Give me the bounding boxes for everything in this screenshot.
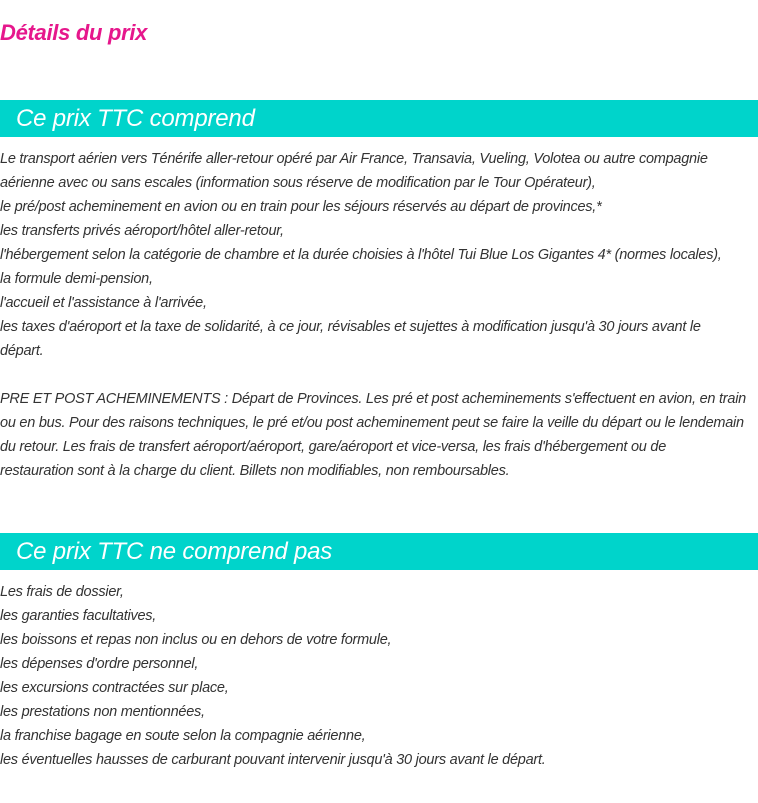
includes-line: l'accueil et l'assistance à l'arrivée, (0, 295, 207, 311)
includes-line: le pré/post acheminement en avion ou en train pour les séjours réservés au départ de provinces,* (0, 199, 602, 215)
preacheminement-line: du retour. Les frais de transfert aéroport/aéroport, gare/aéroport et vice-versa, les frais d'hébergement ou de (0, 439, 667, 455)
includes-list (0, 147, 756, 363)
includes-line: Le transport aérien vers Ténérife aller-retour opéré par Air France, Transavia, Vueling, Volotea ou autre compagnie (0, 151, 708, 167)
preacheminement-line: ou en bus. Pour des raisons techniques, le pré et/ou post acheminement peut se faire la veille du départ ou le lendemain (0, 415, 744, 431)
includes-line: aérienne avec ou sans escales (information sous réserve de modification par le Tour Opérateur), (0, 175, 596, 191)
excludes-line: la franchise bagage en soute selon la compagnie aérienne, (0, 728, 366, 744)
includes-line: la formule demi-pension, (0, 271, 153, 287)
excludes-line: les excursions contractées sur place, (0, 680, 229, 696)
excludes-line: Les frais de dossier, (0, 584, 124, 600)
includes-line: les taxes d'aéroport et la taxe de solidarité, à ce jour, révisables et sujettes à modification jusqu'à 30 jours avant le (0, 319, 701, 335)
excludes-line: les boissons et repas non inclus ou en dehors de votre formule, (0, 632, 392, 648)
preacheminement-line: restauration sont à la charge du client. Billets non modifiables, non remboursables. (0, 463, 510, 479)
includes-line: l'hébergement selon la catégorie de chambre et la durée choisies à l'hôtel Tui Blue Los Gigantes 4* (normes locales), (0, 247, 722, 263)
excludes-line: les garanties facultatives, (0, 608, 157, 624)
excludes-line: les dépenses d'ordre personnel, (0, 656, 199, 672)
includes-section-header: Ce prix TTC comprend (0, 100, 758, 137)
preacheminement-paragraph (0, 387, 756, 483)
excludes-list (0, 580, 756, 772)
includes-line: départ. (0, 343, 44, 359)
includes-line: les transferts privés aéroport/hôtel aller-retour, (0, 223, 284, 239)
excludes-section-header: Ce prix TTC ne comprend pas (0, 533, 758, 570)
excludes-line: les prestations non mentionnées, (0, 704, 205, 720)
preacheminement-line: PRE ET POST ACHEMINEMENTS : Départ de Provinces. Les pré et post acheminements s'effectuent en avion, en train (0, 391, 746, 407)
excludes-line: les éventuelles hausses de carburant pouvant intervenir jusqu'à 30 jours avant le départ. (0, 752, 546, 768)
page-title: Détails du prix (0, 20, 148, 45)
